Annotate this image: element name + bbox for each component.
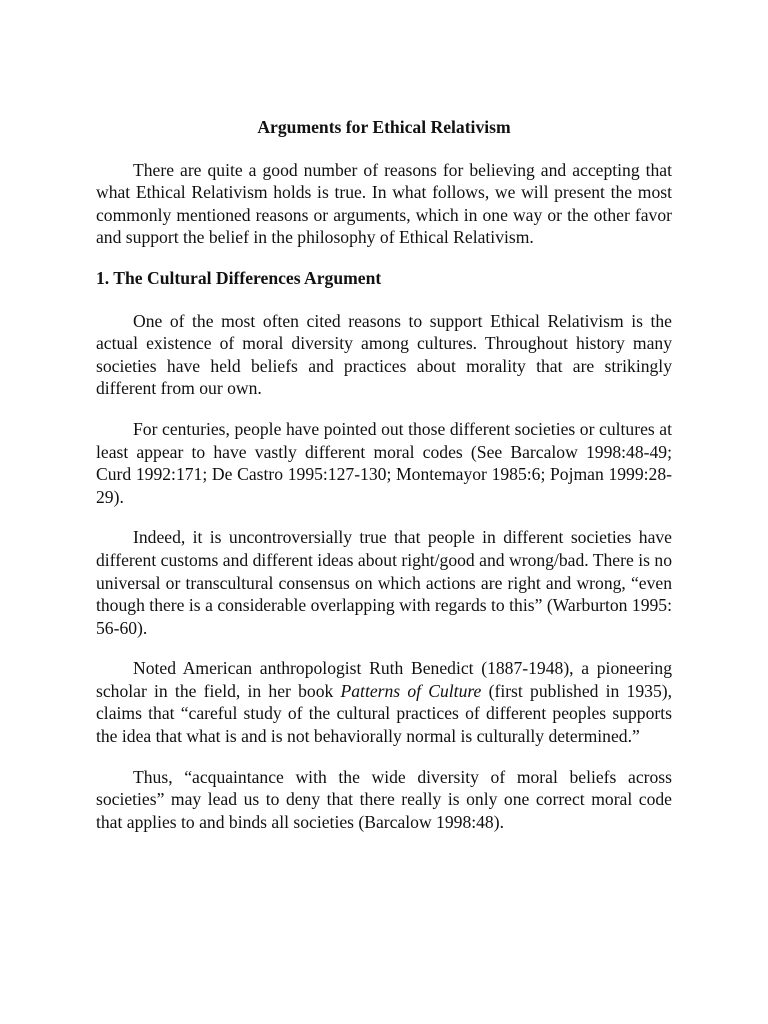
benedict-text-before: Noted American anthropologist Ruth Benedict (1887-1948), a pioneering scholar in the field, in her book: [96, 658, 672, 701]
paragraph-uncontroversial: Indeed, it is uncontroversially true that people in different societies have different customs and different ideas about right/good and wrong/bad. There is no universal or transcultural consensus on which actions are right and wrong, “even though there is a considerable overlapping with regards to this” (Warburton 1995: 56-60).: [96, 527, 672, 638]
paragraph-centuries: For centuries, people have pointed out those different societies or cultures at least appear to have vastly different moral codes (See Barcalow 1998:48-49; Curd 1992:171; De Castro 1995:127-130; Montemayor 1985:6; Pojman 1999:28-29).: [96, 418, 672, 507]
paragraph-benedict: [96, 657, 672, 747]
intro-paragraph: There are quite a good number of reasons for believing and accepting that what Ethical Relativism holds is true. In what follows, we will present the most commonly mentioned reasons or arguments, which in one way or the other favor and support the belief in the philosophy of Ethical Relativism.: [96, 159, 672, 248]
book-title: Patterns of Culture: [340, 680, 482, 701]
section-heading: 1. The Cultural Differences Argument: [96, 267, 382, 288]
paragraph-moral-diversity: One of the most often cited reasons to support Ethical Relativism is the actual existence of moral diversity among cultures. Throughout history many societies have held beliefs and practices about morality that are strikingly different from our own.: [96, 310, 672, 399]
document-title: Arguments for Ethical Relativism: [257, 117, 511, 137]
paragraph-closing: Thus, “acquaintance with the wide diversity of moral beliefs across societies” may lead us to deny that there really is only one correct moral code that applies to and binds all societies (Barcalow 1998:48).: [96, 766, 672, 832]
document-page: [96, 116, 672, 851]
benedict-text-after: (first published in 1935), claims that “careful study of the cultural practices of different peoples supports the idea that what is and is not behaviorally normal is culturally determined.”: [96, 680, 673, 747]
